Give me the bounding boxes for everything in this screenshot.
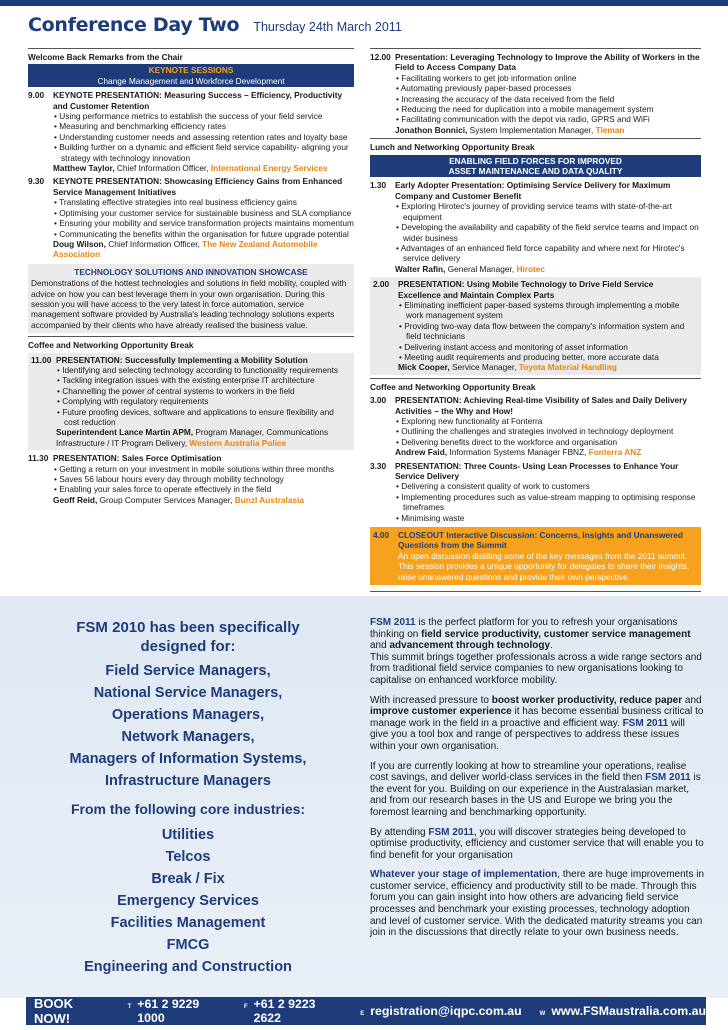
phone-number[interactable]: +61 2 9229 1000 [137, 997, 200, 1025]
divider [370, 138, 701, 139]
body-text: it has become essential business critical to manage work in the field in a proactive and efficient way. [370, 706, 704, 729]
body-text: is the perfect platform for you to refresh your organisations thinking on [370, 617, 678, 640]
bullet: • Building further on a dynamic and efficient field service capability- aligning your strategy with technology innovation [53, 142, 354, 163]
speaker-line [395, 447, 701, 457]
brand-text: FSM 2011 [428, 826, 474, 838]
speaker-name: Geoff Reid, [53, 494, 98, 505]
brand-text: FSM 2011 [370, 617, 416, 628]
bullet: • Identifying and selecting technology according to functionality requirements [56, 365, 351, 375]
session-title: CLOSEOUT Interactive Discussion: Concerns, Insights and Unanswered Questions from the Summit [398, 530, 683, 551]
speaker-org: The New Zealand Automobile Association [53, 238, 318, 260]
session-item [373, 279, 698, 373]
keynote-band-subtitle: Change Management and Workforce Development [97, 75, 285, 86]
speaker-name: Matthew Taylor, [53, 163, 115, 174]
web-contact [540, 1004, 706, 1018]
session-title: KEYNOTE PRESENTATION: Measuring Success – Efficiency, Productivity and Customer Retention [53, 90, 343, 111]
bullet: • Increasing the accuracy of the data received from the field [395, 94, 701, 104]
industry-item: Telcos [165, 849, 211, 865]
body-text: is the event for you. Building on our experience in the Australasian market, and from our research bases in the US and Europe we bring you the foremost learning and benchmarking opportunity. [370, 772, 701, 818]
role-item: Infrastructure Managers [105, 773, 271, 789]
body-text: If you are currently looking at how to streamline your operations, realise cost savings, and deliver world-class services in the field then [370, 760, 687, 784]
session-item [370, 52, 701, 135]
session-title: Presentation: Leveraging Technology to Improve the Ability of Workers in the Field to Access Company Data [395, 52, 700, 73]
email-label: E [360, 1011, 365, 1017]
emphasis-text: field service productivity, customer service management [421, 628, 691, 640]
brand-text: Whatever your stage of implementation [370, 869, 558, 881]
bullet: • Delivering a consistent quality of work to customers [395, 481, 701, 491]
booking-footer [26, 997, 706, 1025]
coffee-break: Coffee and Networking Opportunity Break [370, 381, 536, 392]
session-title: KEYNOTE PRESENTATION: Showcasing Efficiency Gains from Enhanced Service Management Initiatives [53, 176, 343, 197]
speaker-role: Chief Information Officer, [114, 163, 211, 174]
bullet: • Tackling integration issues with the existing enterprise IT architecture [56, 375, 351, 385]
speaker-name: Mick Cooper, [398, 362, 450, 373]
showcase-box [28, 264, 354, 333]
speaker-org: Toyota Material Handling [518, 362, 617, 373]
bullet: • Meeting audit requirements and producing better, more accurate data [398, 352, 698, 362]
bullet: • Enabling your sales force to operate effectively in the field [53, 484, 354, 494]
body-text: , there are huge improvements in customer service, efficiency and productivity still to be made. Through this forum you can gain insight into how others are advancing field service processes and benchmark your existing processes, technology adoption and level of customer service. With the dedicated maturity streams you can join in the discussions that directly relate to your own business needs. [370, 869, 705, 939]
bullet: • Exploring Hirotec's journey of providing service teams with state-of-the-art equipment [395, 201, 701, 222]
session-time: 12.00 [370, 52, 391, 62]
session-item [28, 453, 354, 505]
body-text: . [550, 640, 553, 652]
speaker-name: Superintendent Lance Martin APM, [56, 427, 194, 438]
industry-item: Break / Fix [151, 871, 225, 887]
session-title: PRESENTATION: Three Counts- Using Lean Processes to Enhance Your Service Delivery [395, 460, 679, 482]
bullet: • Exploring new functionality at Fonterra [395, 416, 701, 426]
audience-heading: designed for: [140, 638, 236, 655]
speaker-name: Jonathon Bonnici, [395, 124, 468, 135]
speaker-line [395, 264, 701, 274]
web-link[interactable]: www.FSMaustralia.com.au [551, 1004, 706, 1018]
intro-paragraph [370, 617, 704, 687]
speaker-line [56, 427, 351, 448]
session-title: PRESENTATION: Achieving Real-time Visibility of Sales and Daily Delivery Activities – the Why and How! [395, 395, 688, 416]
speaker-name: Walter Rafin, [395, 263, 446, 274]
bullet: • Measuring and benchmarking efficiency rates [53, 121, 354, 131]
session-time: 11.30 [28, 453, 49, 464]
emphasis-text: improve customer experience [370, 706, 512, 718]
body-text: and [370, 640, 390, 652]
speaker-org: Tieman [595, 124, 625, 135]
session-title: PRESENTATION: Using Mobile Technology to Drive Field Service Excellence and Maintain Complex Parts [398, 279, 654, 300]
divider [28, 336, 354, 337]
stream-band-line: ASSET MAINTENANCE AND DATA QUALITY [448, 166, 623, 177]
body-text: , you will discover strategies being developed to optimise productivity, efficiency and customer service that will enable you to find benefit for your organisation [370, 826, 704, 861]
session-time: 9.30 [28, 176, 45, 187]
speaker-org: Western Australia Police [189, 437, 287, 448]
fax-label: F [243, 1004, 248, 1010]
speaker-role: General Manager, [445, 263, 517, 274]
bullet: • Delivering benefits direct to the workforce and organisation [395, 437, 701, 447]
speaker-org: Hirotec [516, 263, 546, 274]
page-header [28, 14, 402, 40]
role-item: Network Managers, [121, 729, 255, 745]
speaker-line [53, 163, 354, 173]
role-item: National Service Managers, [93, 685, 283, 701]
industry-item: Engineering and Construction [84, 959, 292, 975]
session-item [370, 395, 701, 457]
bullet: • Communicating the benefits within the organisation for future upgrade potential [53, 229, 354, 239]
brand-text: FSM 2011 [645, 772, 691, 784]
left-column [28, 45, 354, 505]
speaker-org: International Energy Services [210, 163, 328, 174]
top-bar [0, 0, 728, 6]
body-text: and [682, 694, 702, 706]
bullet: • Developing the availability and capability of the field service teams and impact on wider business [395, 222, 701, 243]
lunch-break: Lunch and Networking Opportunity Break [370, 142, 535, 153]
page-title: Conference Day Two [28, 14, 240, 36]
divider [370, 378, 701, 379]
bullet: • Translating effective strategies into real business efficiency gains [53, 197, 354, 207]
bullet: • Delivering instant access and monitoring of asset information [398, 342, 698, 352]
speaker-line [398, 362, 698, 372]
bullet: • Outlining the challenges and strategies involved in technology deployment [395, 426, 701, 436]
book-now-label[interactable]: BOOK NOW! [34, 996, 73, 1026]
coffee-break: Coffee and Networking Opportunity Break [28, 340, 194, 351]
showcase-title: TECHNOLOGY SOLUTIONS AND INNOVATION SHOWCASE [74, 266, 308, 277]
session-item [28, 176, 354, 259]
bullet: • Minimising waste [395, 513, 701, 523]
body-text: With increased pressure to [370, 694, 492, 706]
email-contact [360, 1004, 521, 1018]
bullet: • Ensuring your mobility and service transformation projects maintains momentum [53, 218, 354, 228]
speaker-role: Service Manager, [449, 362, 519, 373]
body-text: will give you a tool box and range of perspectives to address these issues within your own organisation. [370, 717, 685, 752]
body-text: This summit brings together professionals across a wide range sectors and from traditional field service companies to new organisations looking to capitalise on enhanced workforce mobility. [370, 651, 702, 686]
bullet: • Implementing procedures such as value-stream mapping to optimising response timeframes [395, 492, 701, 513]
bullet: • Facilitating communication with the depot via radio, GPRS and WiFi [395, 114, 701, 124]
session-time: 1.30 [370, 180, 387, 191]
speaker-name: Andrew Faid, [395, 447, 448, 458]
audience-list [30, 618, 346, 978]
session-title: PRESENTATION: Successfully Implementing a Mobility Solution [56, 354, 308, 365]
bullet: • Automating previously paper-based processes [395, 83, 701, 93]
session-item [370, 461, 701, 523]
keynote-band [28, 64, 354, 87]
industry-item: Utilities [161, 827, 215, 843]
speaker-line [395, 125, 701, 135]
industries-heading: From the following core industries: [70, 801, 306, 817]
body-text: By attending [370, 826, 429, 838]
speaker-role: System Implementation Manager, [467, 124, 596, 135]
speaker-role: Group Computer Services Manager, [97, 494, 235, 505]
speaker-line [53, 239, 354, 260]
right-column [370, 45, 701, 608]
audience-heading: FSM 2010 has been specifically [76, 619, 300, 636]
session-time: 2.00 [373, 279, 390, 290]
shaded-sessions [28, 353, 354, 451]
welcome-remarks: Welcome Back Remarks from the Chair [28, 52, 183, 62]
intro-paragraph [370, 869, 704, 939]
role-item: Field Service Managers, [105, 663, 271, 679]
bullet: • Providing two-way data flow between the company's information system and field technicians [398, 321, 698, 342]
intro-paragraph [370, 695, 704, 753]
web-label: W [539, 1011, 546, 1017]
fax-number: +61 2 9223 2622 [253, 997, 316, 1025]
emphasis-text: advancement through technology [389, 640, 551, 652]
bullet: • Getting a return on your investment in mobile solutions within three months [53, 464, 354, 474]
bullet: • Complying with regulatory requirements [56, 396, 351, 406]
speaker-org: Fonterra ANZ [588, 447, 642, 458]
speaker-org: Bunzl Australasia [234, 494, 304, 505]
emphasis-text: boost worker productivity, reduce paper [491, 694, 683, 706]
intro-paragraph [370, 761, 704, 819]
page-date: Thursday 24th March 2011 [253, 20, 402, 34]
fax-contact [244, 997, 342, 1025]
session-item [370, 180, 701, 274]
divider [370, 591, 701, 592]
stream-band [370, 155, 701, 178]
speaker-name: Doug Wilson, [53, 238, 106, 249]
industry-item: Facilities Management [110, 915, 266, 931]
bullet: • Optimising your customer service for sustainable business and SLA compliance [53, 208, 354, 218]
industry-item: FMCG [166, 937, 210, 953]
bullet: • Channelling the power of central systems to workers in the field [56, 386, 351, 396]
brand-text: FSM 2011 [622, 717, 669, 729]
session-title: PRESENTATION: Sales Force Optimisation [53, 453, 222, 464]
session-time: 3.30 [370, 460, 387, 471]
bullet: • Reducing the need for duplication into a mobile management system [395, 104, 701, 114]
showcase-text: Demonstrations of the hottest technologies and solutions in field mobility, coupled with advice on how you can best leverage them in your own organisation. During this session you will have access to the very latest in force automation, service management software provided by Australia's leading technology solutions experts accompanied by their clients who have already realised the business value. [31, 278, 347, 330]
closeout-text: An open discussion distilling some of the key messages from the 2011 summit. This session provides a unique opportunity for delegates to share their insights, raise unanswered questions and provide their own perspective. [398, 550, 690, 582]
session-time: 4.00 [373, 530, 390, 541]
speaker-role: Chief Information Officer, [105, 238, 203, 249]
intro-paragraph [370, 827, 704, 862]
bullet: • Saves 56 labour hours every day through mobility technology [53, 474, 354, 484]
closeout-box [370, 527, 701, 585]
role-item: Operations Managers, [111, 707, 265, 723]
stream-band-line: ENABLING FIELD FORCES FOR IMPROVED [449, 155, 622, 166]
session-time: 3.00 [370, 395, 387, 406]
session-time: 11.00 [31, 354, 52, 365]
phone-label: T [127, 1004, 132, 1010]
speaker-role: Information Systems Manager FBNZ, [447, 447, 589, 458]
bullet: • Advantages of an enhanced field force capability and where next for Hirotec's service delivery [395, 243, 701, 264]
bullet: • Understanding customer needs and assessing retention rates and loyalty base [53, 132, 354, 142]
session-item [28, 90, 354, 173]
session-time: 9.00 [28, 90, 45, 101]
keynote-band-title: KEYNOTE SESSIONS [148, 65, 234, 76]
bullet: • Facilitating workers to get job information online [395, 73, 701, 83]
divider [370, 48, 701, 49]
bullet: • Future proofing devices, software and applications to ensure flexibility and cost reduction [56, 407, 351, 428]
intro-text [370, 617, 704, 947]
email-link[interactable]: registration@iqpc.com.au [370, 1004, 522, 1018]
phone-contact [128, 997, 226, 1025]
session-title: Early Adopter Presentation: Optimising Service Delivery for Maximum Company and Customer Benefit [395, 180, 671, 201]
industry-item: Emergency Services [117, 893, 259, 909]
shaded-sessions [370, 277, 701, 375]
speaker-line [53, 495, 354, 505]
speaker-role: Program Manager, Communications Infrastructure / IT Program Delivery, [56, 427, 329, 448]
bullet: • Eliminating inefficient paper-based systems through implementing a mobile work management system [398, 300, 698, 321]
divider [28, 48, 354, 49]
role-item: Managers of Information Systems, [69, 751, 307, 767]
bullet: • Using performance metrics to establish the success of your field service [53, 111, 354, 121]
session-item [31, 355, 351, 449]
